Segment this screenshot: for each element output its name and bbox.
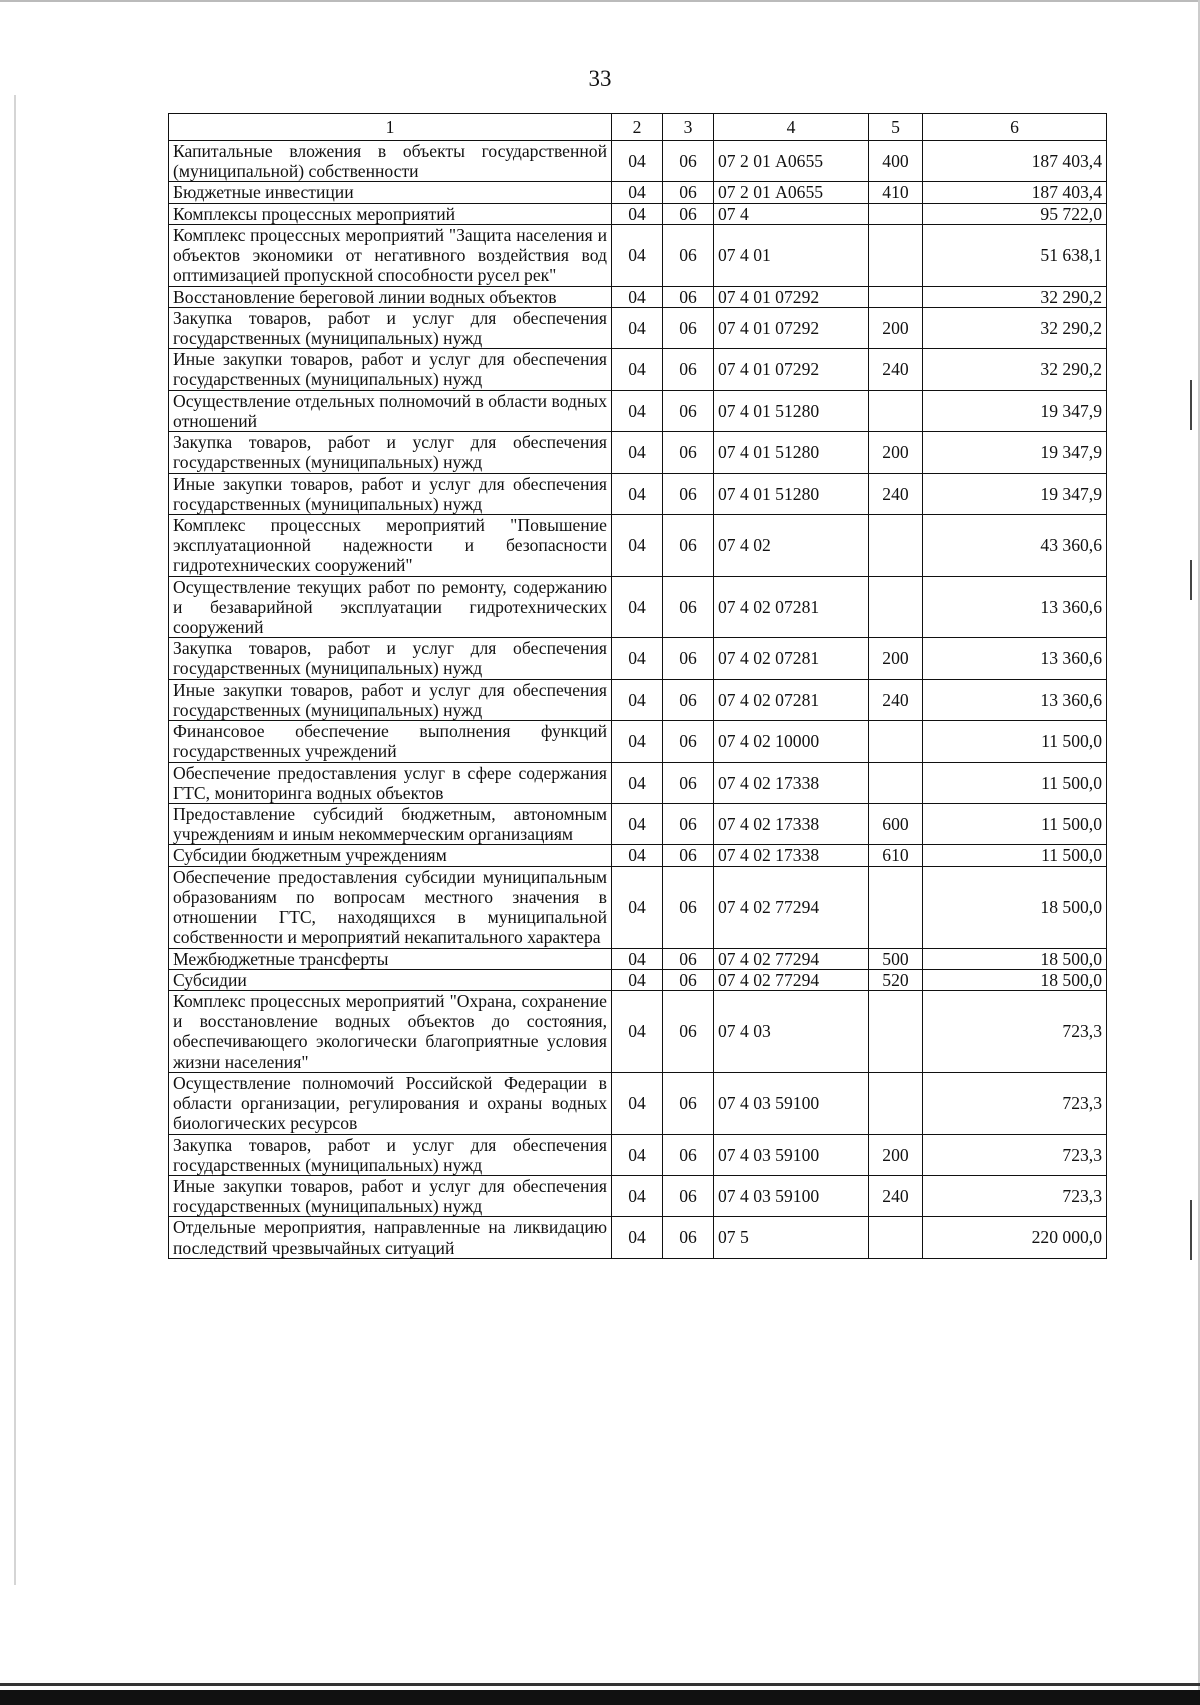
column-header: 6 [923,114,1107,141]
row-amount-cell: 11 500,0 [923,845,1107,866]
row-podrazdel-cell: 06 [663,762,714,803]
row-razdel-cell: 04 [612,969,663,990]
row-amount-cell: 11 500,0 [923,804,1107,845]
table-row [169,762,1107,803]
row-podrazdel-cell: 06 [663,721,714,762]
row-expense-type-cell: 200 [869,638,923,679]
row-podrazdel-cell: 06 [663,286,714,307]
row-amount-cell: 19 347,9 [923,473,1107,514]
row-podrazdel-cell: 06 [663,990,714,1072]
scan-mark [1190,380,1192,430]
row-expense-type-cell: 410 [869,182,923,203]
row-target-code-cell: 07 4 02 77294 [714,948,869,969]
row-podrazdel-cell: 06 [663,1072,714,1134]
row-amount-cell: 723,3 [923,1175,1107,1216]
row-name-cell: Комплекс процессных мероприятий "Повышение эксплуатационной надежности и безопасности гидротехнических сооружений" [169,514,612,576]
row-target-code-cell: 07 4 03 59100 [714,1175,869,1216]
row-podrazdel-cell: 06 [663,514,714,576]
table-row [169,141,1107,182]
row-expense-type-cell: 240 [869,1175,923,1216]
table-row [169,576,1107,638]
column-header: 3 [663,114,714,141]
row-target-code-cell: 07 4 02 17338 [714,845,869,866]
table-row [169,1072,1107,1134]
row-razdel-cell: 04 [612,1072,663,1134]
row-amount-cell: 11 500,0 [923,721,1107,762]
row-name-cell: Иные закупки товаров, работ и услуг для обеспечения государственных (муниципальных) нужд [169,679,612,720]
row-podrazdel-cell: 06 [663,576,714,638]
row-expense-type-cell [869,866,923,948]
row-podrazdel-cell: 06 [663,203,714,224]
row-target-code-cell: 07 4 03 59100 [714,1134,869,1175]
row-name-cell: Финансовое обеспечение выполнения функций государственных учреждений [169,721,612,762]
row-podrazdel-cell: 06 [663,845,714,866]
row-target-code-cell: 07 4 01 07292 [714,307,869,348]
row-razdel-cell: 04 [612,1134,663,1175]
row-name-cell: Осуществление полномочий Российской Федерации в области организации, регулирования и охраны водных биологических ресурсов [169,1072,612,1134]
row-podrazdel-cell: 06 [663,1134,714,1175]
row-name-cell: Бюджетные инвестиции [169,182,612,203]
row-razdel-cell: 04 [612,1175,663,1216]
table-row [169,721,1107,762]
row-amount-cell: 18 500,0 [923,948,1107,969]
row-name-cell: Иные закупки товаров, работ и услуг для обеспечения государственных (муниципальных) нужд [169,473,612,514]
row-amount-cell: 19 347,9 [923,432,1107,473]
row-razdel-cell: 04 [612,576,663,638]
row-razdel-cell: 04 [612,845,663,866]
row-expense-type-cell [869,990,923,1072]
row-target-code-cell: 07 4 02 17338 [714,762,869,803]
row-razdel-cell: 04 [612,473,663,514]
row-amount-cell: 51 638,1 [923,224,1107,286]
row-razdel-cell: 04 [612,203,663,224]
table-row [169,307,1107,348]
row-podrazdel-cell: 06 [663,1217,714,1258]
row-expense-type-cell: 600 [869,804,923,845]
table-row [169,473,1107,514]
row-amount-cell: 19 347,9 [923,390,1107,431]
row-amount-cell: 32 290,2 [923,349,1107,390]
row-podrazdel-cell: 06 [663,224,714,286]
row-expense-type-cell [869,203,923,224]
row-target-code-cell: 07 4 02 17338 [714,804,869,845]
row-expense-type-cell: 520 [869,969,923,990]
row-podrazdel-cell: 06 [663,473,714,514]
row-amount-cell: 43 360,6 [923,514,1107,576]
row-target-code-cell: 07 4 02 07281 [714,576,869,638]
row-name-cell: Иные закупки товаров, работ и услуг для обеспечения государственных (муниципальных) нужд [169,1175,612,1216]
row-razdel-cell: 04 [612,349,663,390]
row-name-cell: Закупка товаров, работ и услуг для обеспечения государственных (муниципальных) нужд [169,638,612,679]
scan-edge-bottom [0,1690,1200,1705]
row-podrazdel-cell: 06 [663,349,714,390]
row-amount-cell: 13 360,6 [923,576,1107,638]
row-name-cell: Субсидии [169,969,612,990]
row-podrazdel-cell: 06 [663,182,714,203]
row-podrazdel-cell: 06 [663,679,714,720]
row-expense-type-cell: 200 [869,432,923,473]
row-razdel-cell: 04 [612,762,663,803]
row-expense-type-cell: 500 [869,948,923,969]
row-name-cell: Отдельные мероприятия, направленные на ликвидацию последствий чрезвычайных ситуаций [169,1217,612,1258]
table-row [169,969,1107,990]
row-amount-cell: 18 500,0 [923,866,1107,948]
table-row [169,432,1107,473]
row-name-cell: Осуществление отдельных полномочий в области водных отношений [169,390,612,431]
row-expense-type-cell: 400 [869,141,923,182]
scan-edge-top [0,0,1200,2]
table-row [169,286,1107,307]
scan-edge-left [14,95,16,1585]
row-expense-type-cell: 200 [869,307,923,348]
row-amount-cell: 220 000,0 [923,1217,1107,1258]
row-amount-cell: 11 500,0 [923,762,1107,803]
table-header [169,114,1107,141]
row-razdel-cell: 04 [612,432,663,473]
row-amount-cell: 187 403,4 [923,182,1107,203]
row-expense-type-cell [869,1072,923,1134]
row-razdel-cell: 04 [612,990,663,1072]
table-row [169,203,1107,224]
header-row [169,114,1107,141]
row-name-cell: Обеспечение предоставления субсидии муниципальным образованиям по вопросам местного значения в отношении ГТС, находящихся в муниципальной собственности и мероприятий некапитального характера [169,866,612,948]
row-target-code-cell: 07 4 02 77294 [714,866,869,948]
row-name-cell: Капитальные вложения в объекты государственной (муниципальной) собственности [169,141,612,182]
row-target-code-cell: 07 4 02 07281 [714,638,869,679]
row-podrazdel-cell: 06 [663,969,714,990]
row-razdel-cell: 04 [612,286,663,307]
row-expense-type-cell [869,721,923,762]
row-target-code-cell: 07 4 02 07281 [714,679,869,720]
scan-mark [1190,560,1192,600]
row-target-code-cell: 07 4 03 [714,990,869,1072]
row-podrazdel-cell: 06 [663,432,714,473]
row-name-cell: Комплексы процессных мероприятий [169,203,612,224]
row-razdel-cell: 04 [612,638,663,679]
row-amount-cell: 13 360,6 [923,638,1107,679]
row-target-code-cell: 07 4 01 07292 [714,349,869,390]
row-target-code-cell: 07 2 01 А0655 [714,182,869,203]
row-razdel-cell: 04 [612,390,663,431]
table-row [169,845,1107,866]
table-row [169,948,1107,969]
column-header: 4 [714,114,869,141]
table-row [169,804,1107,845]
row-name-cell: Комплекс процессных мероприятий "Охрана, сохранение и восстановление водных объектов до состояния, обеспечивающего экологически благоприятные условия жизни населения" [169,990,612,1072]
row-target-code-cell: 07 4 01 51280 [714,432,869,473]
table-row [169,990,1107,1072]
row-razdel-cell: 04 [612,514,663,576]
row-razdel-cell: 04 [612,1217,663,1258]
row-expense-type-cell: 240 [869,349,923,390]
row-podrazdel-cell: 06 [663,948,714,969]
table-row [169,1217,1107,1258]
row-podrazdel-cell: 06 [663,804,714,845]
row-name-cell: Комплекс процессных мероприятий "Защита населения и объектов экономики от негативного воздействия вод оптимизацией пропускной способности русел рек" [169,224,612,286]
row-amount-cell: 13 360,6 [923,679,1107,720]
row-name-cell: Субсидии бюджетным учреждениям [169,845,612,866]
row-target-code-cell: 07 2 01 А0655 [714,141,869,182]
row-razdel-cell: 04 [612,721,663,762]
row-amount-cell: 723,3 [923,990,1107,1072]
row-razdel-cell: 04 [612,948,663,969]
row-name-cell: Закупка товаров, работ и услуг для обеспечения государственных (муниципальных) нужд [169,307,612,348]
row-target-code-cell: 07 4 02 [714,514,869,576]
row-expense-type-cell [869,1217,923,1258]
row-target-code-cell: 07 4 02 10000 [714,721,869,762]
row-razdel-cell: 04 [612,182,663,203]
column-header: 1 [169,114,612,141]
row-podrazdel-cell: 06 [663,141,714,182]
row-razdel-cell: 04 [612,679,663,720]
row-target-code-cell: 07 4 03 59100 [714,1072,869,1134]
row-name-cell: Закупка товаров, работ и услуг для обеспечения государственных (муниципальных) нужд [169,432,612,473]
row-target-code-cell: 07 4 02 77294 [714,969,869,990]
row-expense-type-cell: 240 [869,473,923,514]
row-podrazdel-cell: 06 [663,390,714,431]
row-name-cell: Закупка товаров, работ и услуг для обеспечения государственных (муниципальных) нужд [169,1134,612,1175]
row-name-cell: Осуществление текущих работ по ремонту, содержанию и безаварийной эксплуатации гидротехнических сооружений [169,576,612,638]
row-target-code-cell: 07 4 01 07292 [714,286,869,307]
column-header: 2 [612,114,663,141]
row-name-cell: Обеспечение предоставления услуг в сфере содержания ГТС, мониторинга водных объектов [169,762,612,803]
row-target-code-cell: 07 4 01 51280 [714,390,869,431]
row-target-code-cell: 07 4 [714,203,869,224]
table-row [169,349,1107,390]
row-razdel-cell: 04 [612,804,663,845]
table-row [169,1134,1107,1175]
row-expense-type-cell [869,390,923,431]
row-name-cell: Предоставление субсидий бюджетным, автономным учреждениям и иным некоммерческим организациям [169,804,612,845]
row-expense-type-cell [869,514,923,576]
row-target-code-cell: 07 4 01 [714,224,869,286]
budget-table [168,113,1107,1259]
row-podrazdel-cell: 06 [663,1175,714,1216]
table-row [169,182,1107,203]
row-podrazdel-cell: 06 [663,307,714,348]
page-number: 33 [588,66,612,91]
row-podrazdel-cell: 06 [663,638,714,679]
table-row [169,866,1107,948]
scan-mark [1190,1200,1192,1260]
row-name-cell: Межбюджетные трансферты [169,948,612,969]
row-expense-type-cell [869,576,923,638]
row-target-code-cell: 07 5 [714,1217,869,1258]
table-row [169,390,1107,431]
row-amount-cell: 95 722,0 [923,203,1107,224]
row-expense-type-cell: 240 [869,679,923,720]
row-amount-cell: 723,3 [923,1134,1107,1175]
row-amount-cell: 32 290,2 [923,307,1107,348]
table-row [169,224,1107,286]
row-target-code-cell: 07 4 01 51280 [714,473,869,514]
table-row [169,638,1107,679]
row-name-cell: Восстановление береговой линии водных объектов [169,286,612,307]
row-expense-type-cell: 200 [869,1134,923,1175]
row-podrazdel-cell: 06 [663,866,714,948]
scan-edge-bottom-line [0,1683,1200,1686]
column-header: 5 [869,114,923,141]
row-amount-cell: 18 500,0 [923,969,1107,990]
row-name-cell: Иные закупки товаров, работ и услуг для обеспечения государственных (муниципальных) нужд [169,349,612,390]
row-expense-type-cell [869,286,923,307]
table-row [169,514,1107,576]
row-razdel-cell: 04 [612,141,663,182]
row-amount-cell: 32 290,2 [923,286,1107,307]
row-amount-cell: 723,3 [923,1072,1107,1134]
table-body [169,141,1107,1259]
row-amount-cell: 187 403,4 [923,141,1107,182]
table-row [169,679,1107,720]
row-expense-type-cell: 610 [869,845,923,866]
row-expense-type-cell [869,224,923,286]
row-razdel-cell: 04 [612,224,663,286]
row-razdel-cell: 04 [612,307,663,348]
row-expense-type-cell [869,762,923,803]
table-row [169,1175,1107,1216]
row-razdel-cell: 04 [612,866,663,948]
